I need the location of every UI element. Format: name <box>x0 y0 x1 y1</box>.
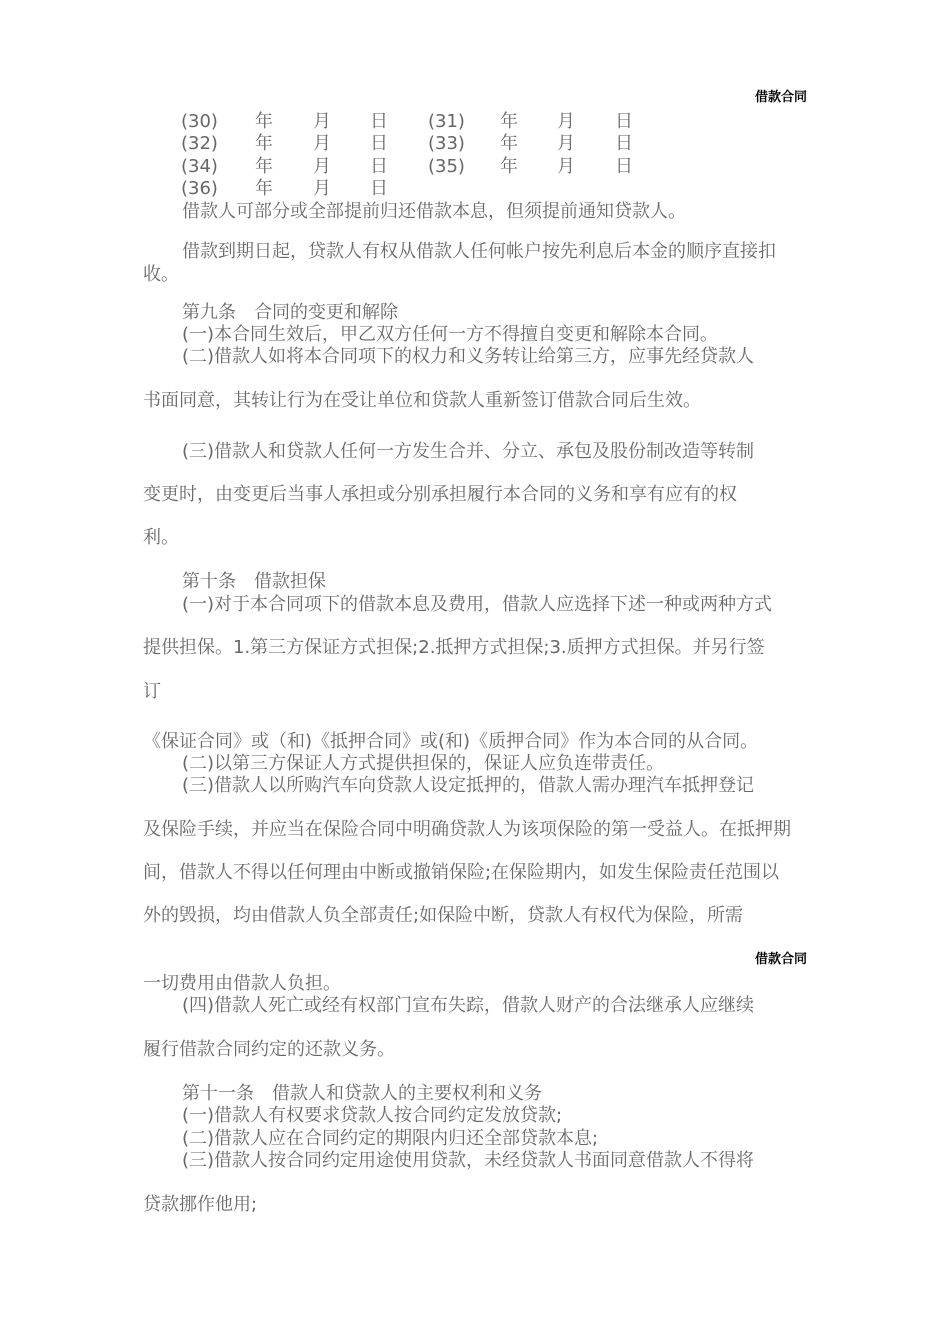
body-line: (三)借款人按合同约定用途使用贷款，未经贷款人书面同意借款人不得将 <box>182 1150 755 1171</box>
month-label: 月 <box>557 156 575 177</box>
date-num: (30) <box>181 111 218 132</box>
date-num: (33) <box>428 133 465 154</box>
day-label: 日 <box>370 178 388 199</box>
day-label: 日 <box>370 156 388 177</box>
body-line: 及保险手续，并应当在保险合同中明确贷款人为该项保险的第一受益人。在抵押期 <box>143 819 791 840</box>
date-num: (36) <box>181 178 218 199</box>
date-num: (34) <box>181 156 218 177</box>
month-label: 月 <box>557 133 575 154</box>
year-label: 年 <box>255 156 273 177</box>
day-label: 日 <box>615 156 633 177</box>
day-label: 日 <box>370 111 388 132</box>
body-line: 书面同意，其转让行为在受让单位和贷款人重新签订借款合同后生效。 <box>143 390 701 411</box>
body-line: 借款到期日起，贷款人有权从借款人任何帐户按先利息后本金的顺序直接扣 <box>182 241 776 262</box>
body-line: (一)借款人有权要求贷款人按合同约定发放贷款; <box>182 1105 563 1126</box>
body-line: 外的毁损，均由借款人负全部责任;如保险中断，贷款人有权代为保险，所需 <box>143 905 744 926</box>
day-label: 日 <box>615 111 633 132</box>
body-line: 收。 <box>143 264 179 285</box>
month-label: 月 <box>557 111 575 132</box>
day-label: 日 <box>370 133 388 154</box>
year-label: 年 <box>500 133 518 154</box>
section-heading: 第九条 合同的变更和解除 <box>182 302 398 323</box>
date-num: (32) <box>181 133 218 154</box>
section-heading: 第十一条 借款人和贷款人的主要权利和义务 <box>182 1083 542 1104</box>
body-line: (三)借款人以所购汽车向贷款人设定抵押的，借款人需办理汽车抵押登记 <box>182 775 755 796</box>
body-line: (二)借款人应在合同约定的期限内归还全部贷款本息; <box>182 1128 599 1149</box>
body-line: (四)借款人死亡或经有权部门宣布失踪，借款人财产的合法继承人应继续 <box>182 995 755 1016</box>
body-line: 提供担保。1.第三方保证方式担保;2.抵押方式担保;3.质押方式担保。并另行签 <box>143 637 765 658</box>
body-line: 变更时，由变更后当事人承担或分别承担履行本合同的义务和享有应有的权 <box>143 484 737 505</box>
body-line: 贷款挪作他用; <box>143 1194 258 1215</box>
body-line: (一)本合同生效后，甲乙双方任何一方不得擅自变更和解除本合同。 <box>182 324 719 345</box>
body-line: (三)借款人和贷款人任何一方发生合并、分立、承包及股份制改造等转制 <box>182 441 755 462</box>
date-num: (31) <box>428 111 465 132</box>
date-num: (35) <box>428 156 465 177</box>
body-line: 利。 <box>143 527 179 548</box>
body-line: (二)借款人如将本合同项下的权力和义务转让给第三方，应事先经贷款人 <box>182 346 755 367</box>
running-header: 借款合同 <box>754 90 807 105</box>
year-label: 年 <box>255 178 273 199</box>
body-line: 借款人可部分或全部提前归还借款本息，但须提前通知贷款人。 <box>182 201 686 222</box>
month-label: 月 <box>313 133 331 154</box>
section-heading: 第十条 借款担保 <box>182 571 326 592</box>
body-line: (一)对于本合同项下的借款本息及费用，借款人应选择下述一种或两种方式 <box>182 594 773 615</box>
body-line: 订 <box>143 681 161 702</box>
body-line: 《保证合同》或（和)《抵押合同》或(和)《质押合同》作为本合同的从合同。 <box>143 731 759 752</box>
year-label: 年 <box>255 133 273 154</box>
month-label: 月 <box>313 156 331 177</box>
running-header: 借款合同 <box>754 952 807 967</box>
year-label: 年 <box>500 111 518 132</box>
year-label: 年 <box>255 111 273 132</box>
body-line: (二)以第三方保证人方式提供担保的，保证人应负连带责任。 <box>182 753 665 774</box>
year-label: 年 <box>500 156 518 177</box>
month-label: 月 <box>313 178 331 199</box>
body-line: 间，借款人不得以任何理由中断或撤销保险;在保险期内，如发生保险责任范围以 <box>143 862 780 883</box>
body-line: 履行借款合同约定的还款义务。 <box>143 1039 395 1060</box>
month-label: 月 <box>313 111 331 132</box>
body-line: 一切费用由借款人负担。 <box>143 973 341 994</box>
day-label: 日 <box>615 133 633 154</box>
